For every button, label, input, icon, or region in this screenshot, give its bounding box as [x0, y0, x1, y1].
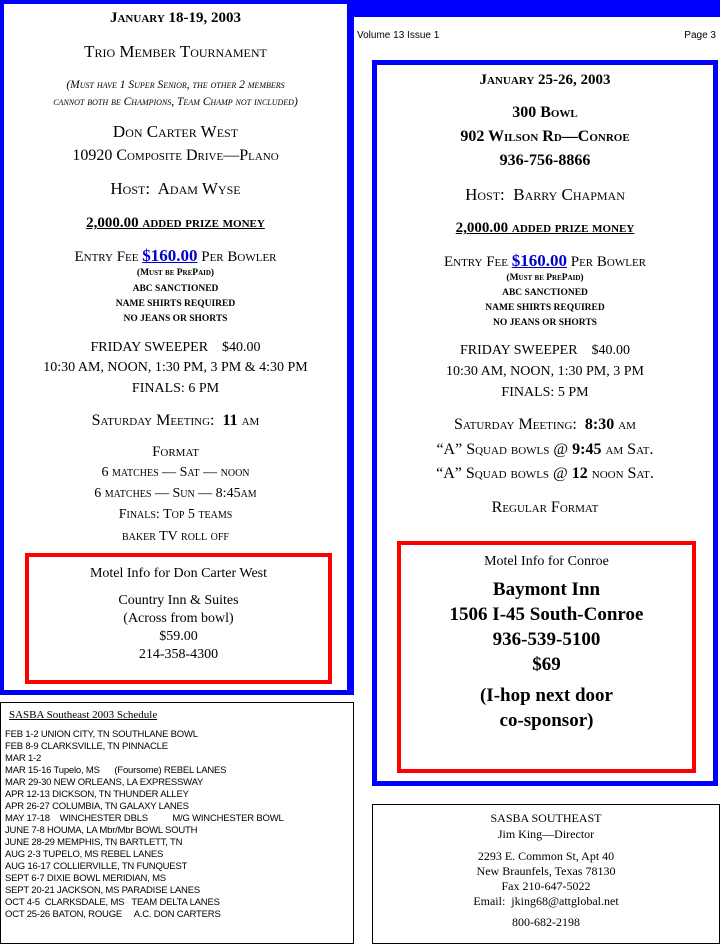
motel-info-box — [397, 541, 696, 773]
motel-address: 1506 I-45 South-Conroe — [449, 604, 644, 625]
requirement-prepaid: (Must be PrePaid) — [506, 273, 584, 283]
phone-number: 800-682-2198 — [512, 915, 580, 929]
schedule-item: JUNE 28-29 MEMPHIS, TN BARTLETT, TN — [5, 837, 183, 848]
host-label: Host: — [110, 179, 151, 198]
schedule-item: APR 12-13 DICKSON, TN THUNDER ALLEY — [5, 789, 189, 800]
motel-note-1: (I-hop next door — [479, 685, 613, 706]
squad-2-time: 12 — [571, 465, 588, 482]
prize-text: added prize money — [511, 220, 635, 236]
motel-name: Baymont Inn — [492, 579, 601, 600]
page-number: Page 3 — [684, 30, 716, 41]
meeting-label: Saturday Meeting: — [91, 412, 215, 429]
schedule-item: MAY 17-18 WINCHESTER DBLS M/G WINCHESTER BOWL — [5, 813, 284, 824]
meeting-time: 8:30 — [584, 416, 615, 433]
venue-address: 902 Wilson Rd—Conroe — [460, 128, 630, 145]
entry-suffix: Per Bowler — [570, 254, 647, 270]
prize-line — [377, 220, 713, 237]
finals-time: FINALS: 5 PM — [501, 385, 589, 400]
event-dates: January 25-26, 2003 — [479, 72, 611, 88]
schedule-item: OCT 25-26 BATON, ROUGE A.C. DON CARTERS — [5, 909, 221, 920]
page-header — [352, 28, 720, 48]
motel-phone: 214-358-4300 — [138, 647, 219, 662]
venue-phone: 936-756-8866 — [499, 152, 591, 169]
host-line — [4, 179, 347, 199]
schedule-item: FEB 1-2 UNION CITY, TN SOUTHLANE BOWL — [5, 729, 198, 740]
entry-label: Entry Fee — [443, 254, 508, 270]
meeting-ampm: am — [618, 416, 636, 433]
venue-address: 10920 Composite Drive—Plano — [72, 147, 279, 164]
squad-1-time: 9:45 — [572, 441, 602, 458]
entry-fee-line — [377, 251, 713, 271]
squad-2-suffix: noon Sat. — [591, 465, 654, 482]
prize-amount: 2,000.00 — [86, 215, 139, 231]
requirement-jeans: NO JEANS OR SHORTS — [123, 314, 228, 324]
header-band — [352, 0, 720, 17]
director-name: Jim King—Director — [497, 827, 595, 841]
motel-title: Motel Info for Don Carter West — [89, 566, 268, 581]
schedule-item: MAR 15-16 Tupelo, MS (Foursome) REBEL LANES — [5, 765, 227, 776]
squad-1-text: “A” Squad bowls @ — [436, 441, 569, 458]
schedule-item: SEPT 6-7 DIXIE BOWL MERIDIAN, MS — [5, 873, 166, 884]
host-name: Barry Chapman — [513, 185, 625, 204]
format-line: Regular Format — [491, 499, 599, 516]
fax-number: Fax 210-647-5022 — [501, 879, 591, 893]
prize-amount: 2,000.00 — [455, 220, 509, 236]
format-line-1: 6 matches — Sat — noon — [101, 465, 250, 480]
event-note-2: cannot both be Champions, Team Champ not included) — [53, 96, 298, 108]
schedule-item: MAR 1-2 — [5, 753, 42, 764]
entry-fee-link[interactable]: $160.00 — [142, 246, 198, 265]
venue-name: Don Carter West — [112, 122, 239, 141]
entry-label: Entry Fee — [74, 249, 139, 265]
schedule-item: AUG 2-3 TUPELO, MS REBEL LANES — [5, 849, 164, 860]
schedule-box — [0, 702, 354, 944]
host-line — [377, 185, 713, 205]
sweeper-line: FRIDAY SWEEPER $40.00 — [90, 340, 261, 355]
meeting-ampm: am — [241, 412, 260, 429]
event-title: Trio Member Tournament — [84, 42, 267, 61]
schedule-item: FEB 8-9 CLARKSVILLE, TN PINNACLE — [5, 741, 168, 752]
meeting-time: 11 — [222, 412, 238, 429]
contact-box — [372, 804, 720, 944]
volume-label: Volume 13 Issue 1 — [357, 30, 440, 41]
format-line-4: baker TV roll off — [121, 529, 229, 544]
meeting-line — [4, 412, 347, 430]
prize-line — [4, 215, 347, 232]
street-address: 2293 E. Common St, Apt 40 — [477, 849, 615, 863]
org-name: SASBA SOUTHEAST — [490, 811, 602, 825]
sweeper-line: FRIDAY SWEEPER $40.00 — [459, 343, 631, 358]
squad-2-text: “A” Squad bowls @ — [436, 465, 568, 482]
schedule-title: SASBA Southeast 2003 Schedule — [9, 709, 158, 721]
entry-fee-link[interactable]: $160.00 — [511, 251, 567, 270]
sweeper-times: 10:30 AM, NOON, 1:30 PM, 3 PM — [446, 364, 644, 379]
format-line-2: 6 matches — Sun — 8:45am — [94, 486, 257, 501]
requirement-abc: ABC SANCTIONED — [502, 288, 588, 298]
entry-fee-line — [4, 246, 347, 266]
schedule-item: OCT 4-5 CLARKSDALE, MS TEAM DELTA LANES — [5, 897, 220, 908]
motel-price: $69 — [532, 654, 561, 675]
requirement-abc: ABC SANCTIONED — [132, 284, 219, 294]
schedule-item: MAR 29-30 NEW ORLEANS, LA EXPRESSWAY — [5, 777, 204, 788]
entry-suffix: Per Bowler — [201, 249, 277, 265]
finals-time: FINALS: 6 PM — [131, 381, 220, 396]
motel-phone: 936-539-5100 — [492, 629, 601, 650]
motel-note: (Across from bowl) — [123, 611, 234, 626]
format-title: Format — [152, 444, 199, 460]
meeting-label: Saturday Meeting: — [454, 416, 577, 433]
meeting-line — [377, 416, 713, 434]
motel-price: $59.00 — [159, 629, 198, 644]
schedule-item: APR 26-27 COLUMBIA, TN GALAXY LANES — [5, 801, 189, 812]
right-event-panel — [372, 60, 718, 786]
requirement-shirts: NAME SHIRTS REQUIRED — [485, 303, 605, 313]
schedule-item: SEPT 20-21 JACKSON, MS PARADISE LANES — [5, 885, 200, 896]
requirement-jeans: NO JEANS OR SHORTS — [493, 318, 597, 328]
motel-info-box — [25, 553, 332, 684]
sweeper-times: 10:30 AM, NOON, 1:30 PM, 3 PM & 4:30 PM — [43, 360, 308, 375]
motel-name: Country Inn & Suites — [118, 593, 239, 608]
venue-name: 300 Bowl — [512, 104, 578, 121]
prize-text: added prize money — [142, 215, 265, 231]
event-note-1: (Must have 1 Super Senior, the other 2 members — [66, 79, 285, 91]
motel-note-2: co-sponsor) — [499, 710, 594, 731]
schedule-item: JUNE 7-8 HOUMA, LA Mbr/Mbr BOWL SOUTH — [5, 825, 198, 836]
motel-title: Motel Info for Conroe — [484, 554, 609, 569]
event-dates: January 18-19, 2003 — [109, 10, 242, 26]
squad-1-suffix: am Sat. — [605, 441, 654, 458]
host-label: Host: — [465, 185, 505, 204]
email-address[interactable]: Email: jking68@attglobal.net — [473, 894, 619, 908]
schedule-item: AUG 16-17 COLLIERVILLE, TN FUNQUEST — [5, 861, 188, 872]
format-line-3: Finals: Top 5 teams — [118, 507, 233, 522]
left-event-panel — [4, 4, 347, 690]
squad-line-1 — [377, 441, 713, 459]
host-name: Adam Wyse — [157, 179, 241, 198]
requirement-shirts: NAME SHIRTS REQUIRED — [115, 299, 236, 309]
city-address: New Braunfels, Texas 78130 — [476, 864, 616, 878]
squad-line-2 — [377, 465, 713, 483]
requirement-prepaid: (Must be PrePaid) — [136, 268, 215, 278]
